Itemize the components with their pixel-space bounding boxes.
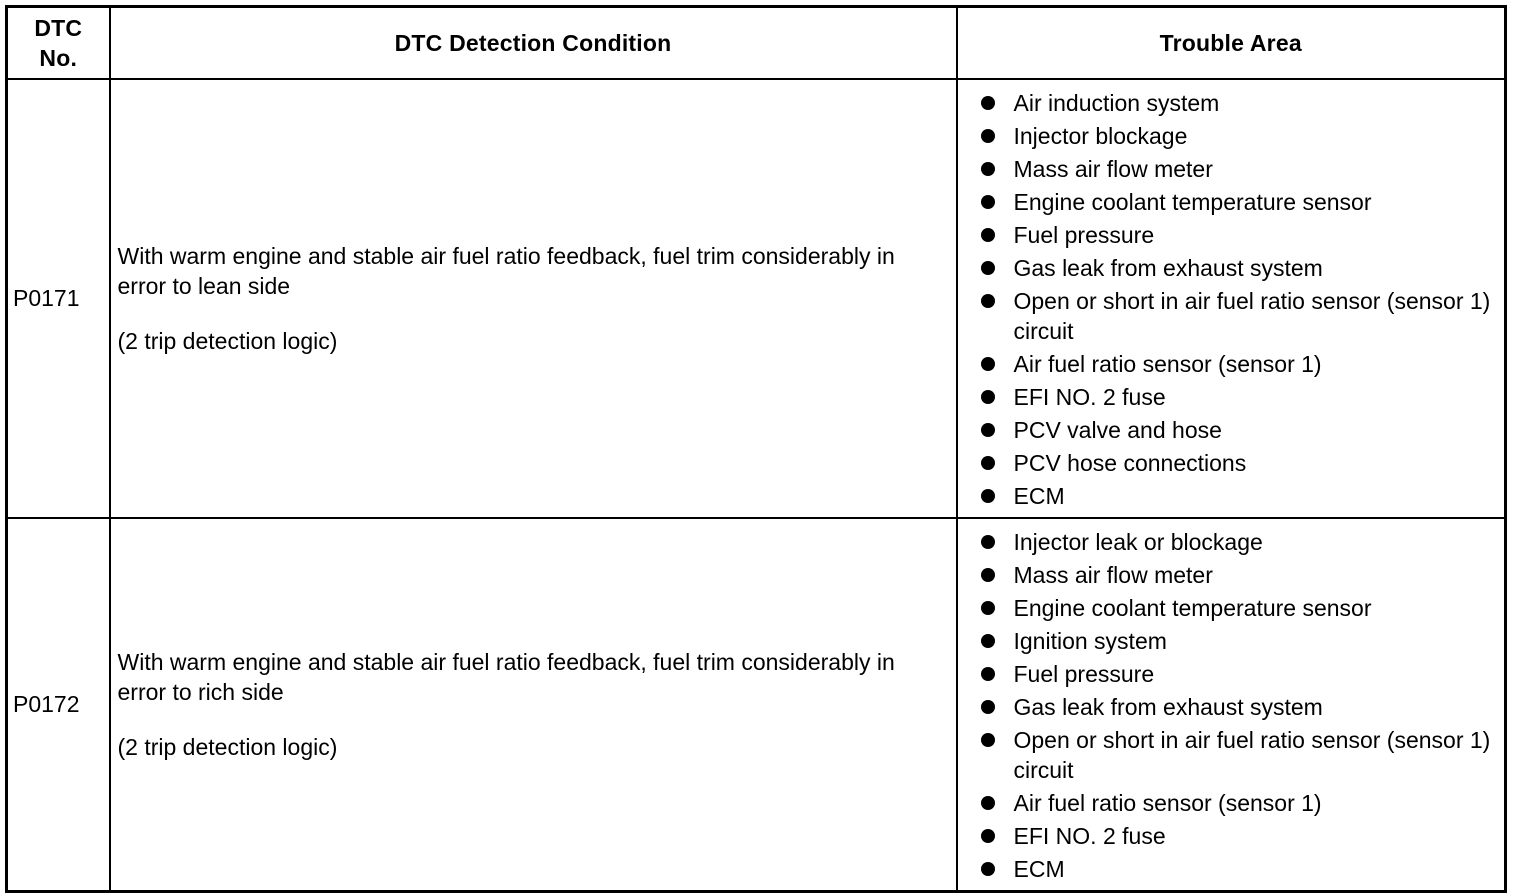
trouble-area-item: PCV hose connections bbox=[980, 448, 1495, 478]
condition-text: With warm engine and stable air fuel ratio feedback, fuel trim considerably in error to lean side bbox=[117, 243, 895, 299]
detection-condition bbox=[110, 518, 957, 892]
header-row bbox=[7, 7, 1506, 80]
trouble-area-item: Mass air flow meter bbox=[980, 154, 1495, 184]
condition-text: With warm engine and stable air fuel ratio feedback, fuel trim considerably in error to rich side bbox=[117, 649, 895, 705]
trouble-area-item: Gas leak from exhaust system bbox=[980, 692, 1495, 722]
trouble-area-item: Air fuel ratio sensor (sensor 1) bbox=[980, 788, 1495, 818]
trouble-area-item: Injector leak or blockage bbox=[980, 527, 1495, 557]
trouble-area-item: Injector blockage bbox=[980, 121, 1495, 151]
detection-condition bbox=[110, 79, 957, 518]
trouble-area-list bbox=[980, 88, 1495, 511]
trouble-area-item: Mass air flow meter bbox=[980, 560, 1495, 590]
trouble-area-item: Engine coolant temperature sensor bbox=[980, 593, 1495, 623]
trouble-area-item: EFI NO. 2 fuse bbox=[980, 382, 1495, 412]
trouble-area-item: Engine coolant temperature sensor bbox=[980, 187, 1495, 217]
trouble-area-item: Fuel pressure bbox=[980, 659, 1495, 689]
trouble-area bbox=[957, 79, 1506, 518]
table-row bbox=[7, 79, 1506, 518]
trouble-area-item: Ignition system bbox=[980, 626, 1495, 656]
trouble-area-item: Open or short in air fuel ratio sensor (sensor 1) circuit bbox=[980, 286, 1495, 346]
trouble-area-item: ECM bbox=[980, 854, 1495, 884]
detection-logic: (2 trip detection logic) bbox=[117, 734, 338, 760]
header-dtc-no-line2: No. bbox=[39, 45, 78, 71]
trouble-area-item: Open or short in air fuel ratio sensor (sensor 1) circuit bbox=[980, 725, 1495, 785]
trouble-area-item: PCV valve and hose bbox=[980, 415, 1495, 445]
table-row bbox=[7, 518, 1506, 892]
trouble-area-item: Air induction system bbox=[980, 88, 1495, 118]
trouble-area-item: Air fuel ratio sensor (sensor 1) bbox=[980, 349, 1495, 379]
dtc-code: P0171 bbox=[7, 79, 110, 518]
header-dtc-no bbox=[7, 7, 110, 80]
header-trouble-area: Trouble Area bbox=[957, 7, 1506, 80]
trouble-area bbox=[957, 518, 1506, 892]
trouble-area-list bbox=[980, 527, 1495, 884]
dtc-table bbox=[5, 5, 1507, 893]
header-condition: DTC Detection Condition bbox=[110, 7, 957, 80]
trouble-area-item: EFI NO. 2 fuse bbox=[980, 821, 1495, 851]
header-dtc-no-line1: DTC bbox=[34, 15, 83, 41]
dtc-code: P0172 bbox=[7, 518, 110, 892]
trouble-area-item: Gas leak from exhaust system bbox=[980, 253, 1495, 283]
trouble-area-item: ECM bbox=[980, 481, 1495, 511]
detection-logic: (2 trip detection logic) bbox=[117, 328, 338, 354]
trouble-area-item: Fuel pressure bbox=[980, 220, 1495, 250]
